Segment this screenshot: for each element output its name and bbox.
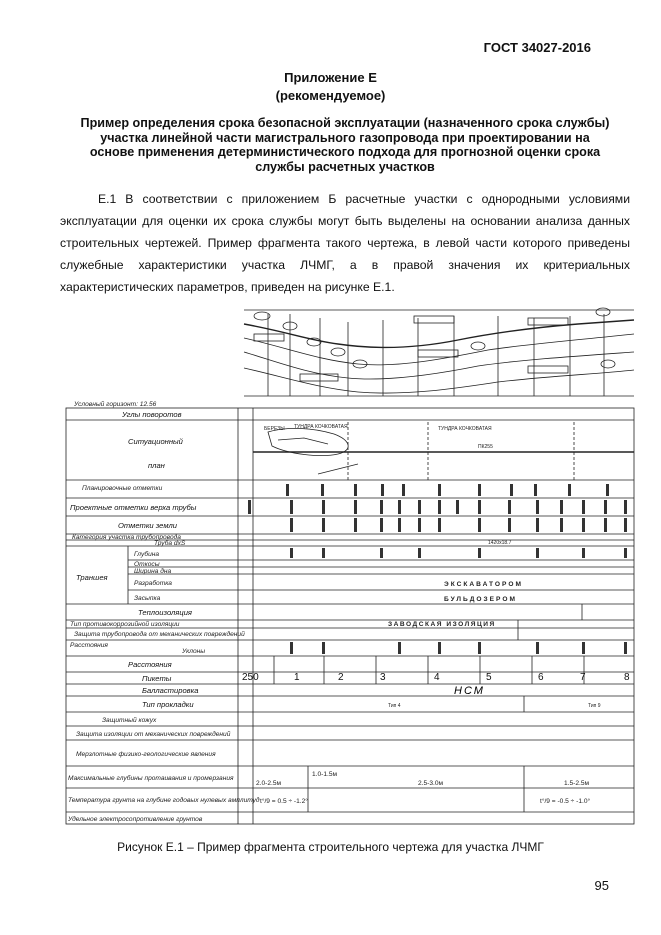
row-trench: Траншея <box>76 573 108 582</box>
title-line: основе применения детерминистического подхода для прогнозной оценки срока <box>89 145 601 159</box>
ground-temp: t°/9 = -0.5 ÷ -1.0° <box>540 798 591 805</box>
row-dist-slope: Расстояния <box>70 642 108 649</box>
standard-number: ГОСТ 34027-2016 <box>483 40 591 55</box>
row-dist: Расстояния <box>128 660 172 669</box>
thaw-depth: 1.5-2.5м <box>564 780 590 787</box>
thaw-depth: 2.0-2.5м <box>256 780 282 787</box>
row-pipe-top: Проектные отметки верха трубы <box>70 503 197 512</box>
picket: 8 <box>624 672 630 683</box>
document-title <box>60 116 630 174</box>
row-laying: Тип прокладки <box>142 700 194 709</box>
laying-type: Тип 4 <box>388 703 401 709</box>
plan-label: БЕРЕЗЫ <box>264 426 285 432</box>
row-planned: Планировочные отметки <box>82 485 163 492</box>
row-plan: план <box>148 461 165 470</box>
row-backfill: Засыпка <box>134 595 161 602</box>
body-paragraph: Е.1 В соответствии с приложением Б расчетные участки с однородными условиями эксплуатации для оценки их срока службы могут быть выделены на основании анализа данных строительных чертежей. Пример фрагмента такого чертежа, в левой части которого приведены служебные характеристики участка ЛЧМГ, а в правой значения их критериальных характеристических параметров, приведен на рисунке Е.1. <box>60 192 630 294</box>
insulation-type: ЗАВОДСКАЯ ИЗОЛЯЦИЯ <box>388 621 496 628</box>
geological-profile <box>244 308 634 396</box>
row-resist: Удельное электросопротивление грунтов <box>68 816 203 823</box>
thaw-depth: 2.5-3.0м <box>418 780 444 787</box>
plan-label: ТУНДРА КОЧКОВАТАЯ <box>294 424 348 430</box>
row-dev: Разработка <box>134 580 172 587</box>
row-insulation: Теплоизоляция <box>138 608 192 617</box>
plan-label: ТУНДРА КОЧКОВАТАЯ <box>438 426 492 432</box>
row-ground: Отметки земли <box>118 521 178 530</box>
backfill-method: БУЛЬДОЗЕРОМ <box>444 596 517 603</box>
horizon-label: Условный горизонт: 12.56 <box>74 401 157 408</box>
appendix-title: Приложение Е <box>284 70 377 85</box>
ground-temp: t°/9 = 0.5 ÷ -1.2° <box>260 798 308 805</box>
figure-caption: Рисунок Е.1 – Пример фрагмента строительного чертежа для участка ЛЧМГ <box>117 840 544 854</box>
row-pickets: Пикеты <box>142 674 172 683</box>
row-slopes: Откосы <box>134 561 160 568</box>
row-casing: Защитный кожух <box>102 717 157 724</box>
row-ins-protect: Защита изоляции от механических повреждений <box>76 731 231 738</box>
picket-start: 250 <box>242 672 259 683</box>
row-depth: Глубина <box>134 551 160 558</box>
row-protect: Защита трубопровода от механических повреждений <box>74 631 245 638</box>
picket: 6 <box>538 672 544 683</box>
row-pipe: Труба dxS <box>154 540 186 547</box>
thaw-depth: 1.0-1.5м <box>312 771 338 778</box>
picket: 5 <box>486 672 492 683</box>
row-anticorr: Тип противокоррозийной изоляции <box>70 621 180 628</box>
ballast-type: НСМ <box>454 685 485 697</box>
row-permafrost: Мерзлотные физико-геологические явления <box>76 751 216 758</box>
plan-label: ПК255 <box>478 444 493 450</box>
appendix-status: (рекомендуемое) <box>275 88 386 103</box>
row-plan: Ситуационный <box>128 437 183 446</box>
page-number: 95 <box>594 878 609 893</box>
development-method: ЭКСКАВАТОРОМ <box>444 581 523 588</box>
row-thaw: Максимальные глубины протаивания и промерзания <box>68 775 234 782</box>
row-temp: Температура грунта на глубине годовых нулевых амплитуд <box>68 797 260 804</box>
row-category: Категория участка трубопровода <box>72 534 181 541</box>
title-line: Пример определения срока безопасной эксплуатации (назначенного срока службы) <box>80 116 610 130</box>
picket: 2 <box>338 672 344 683</box>
laying-type: Тип 9 <box>588 703 601 709</box>
picket: 3 <box>380 672 386 683</box>
row-width: Ширина дна <box>134 568 172 575</box>
picket: 4 <box>434 672 440 683</box>
row-slope: Уклоны <box>182 648 206 655</box>
construction-drawing <box>58 304 636 826</box>
picket: 1 <box>294 672 300 683</box>
elevation-values <box>248 484 627 654</box>
row-ballast: Балластировка <box>142 686 199 695</box>
row-angles: Углы поворотов <box>122 410 182 419</box>
title-line: службы расчетных участков <box>255 159 435 174</box>
picket: 7 <box>580 672 586 683</box>
title-line: участка линейной части магистрального газопровода при проектировании на <box>100 130 590 145</box>
pipe-dimension: 1420x18.7 <box>488 540 512 546</box>
